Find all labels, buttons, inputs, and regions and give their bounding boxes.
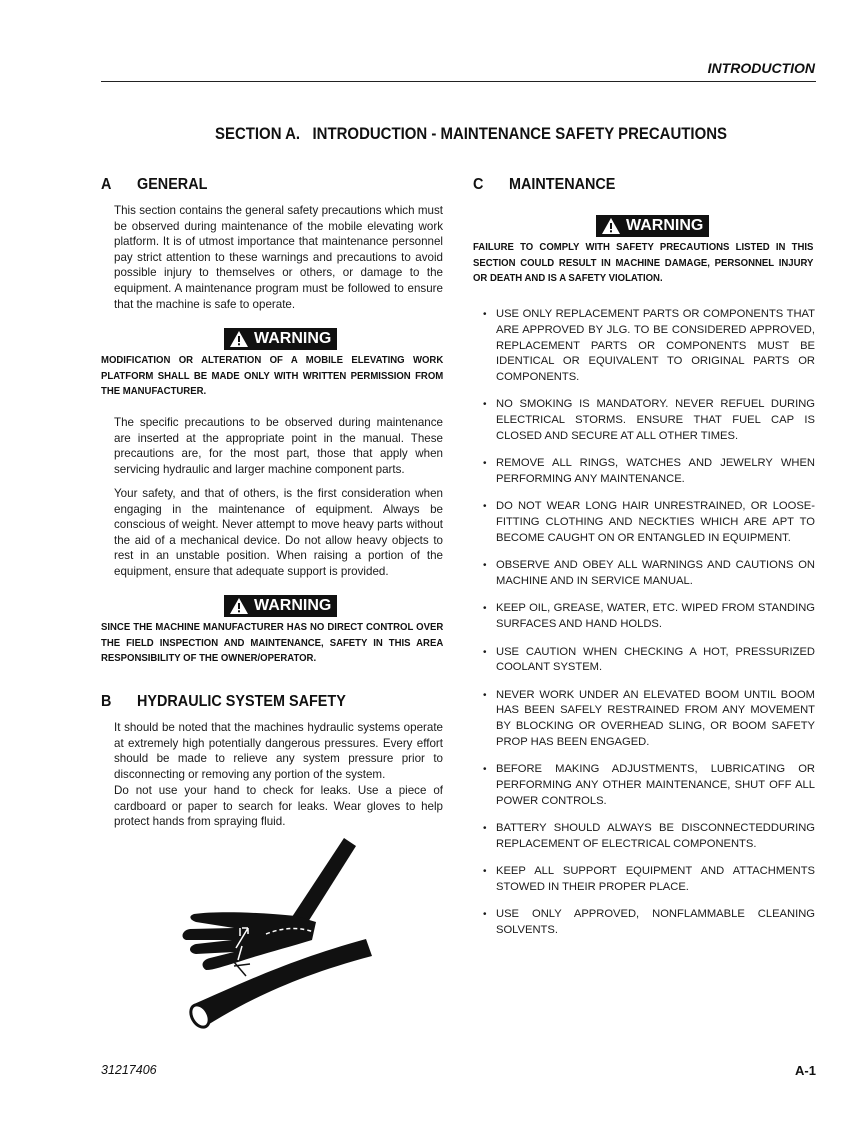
general-paragraph-1: This section contains the general safety precautions which must be observed during maintenance of the mobile elevating work platform. It is of utmost importance that maintenance personnel pay strict attention to these warnings and precautions to avoid possible injury to themselves or others, or damage to the equipment. A maintenance program must be followed to ensure that the machine is safe to operate. <box>114 204 443 311</box>
page-number: A-1 <box>795 1063 816 1078</box>
warning-label: WARNING <box>254 597 332 614</box>
hand-leak-illustration <box>176 836 376 1032</box>
header-rule <box>101 81 816 82</box>
warning-badge-3 <box>596 215 709 237</box>
hydraulic-paragraph-2: Do not use your hand to check for leaks. Use a piece of cardboard or paper to search for leaks. Wear gloves to help protect hands from spraying fluid. <box>114 784 443 829</box>
list-item: • BEFORE MAKING ADJUSTMENTS, LUBRICATING OR PERFORMING ANY OTHER MAINTENANCE, SHUT OFF ALL POWER CONTROLS. <box>474 762 815 809</box>
heading-letter: C <box>473 176 484 193</box>
document-number: 31217406 <box>101 1063 157 1077</box>
warning-label: WARNING <box>626 217 704 234</box>
general-paragraph-3: Your safety, and that of others, is the first consideration when engaging in the maintenance of equipment. Always be conscious of weight. Never attempt to move heavy parts without the aid of a mechanical device. Do not allow heavy objects to rest in an unstable position. When raising a portion of the equipment, ensure that adequate support is provided. <box>114 487 443 578</box>
heading-letter: A <box>101 176 112 193</box>
maintenance-list <box>474 307 815 951</box>
list-item: • NEVER WORK UNDER AN ELEVATED BOOM UNTIL BOOM HAS BEEN SAFELY RESTRAINED FROM ANY MOVEMENT BY BLOCKING OR OVERHEAD SLING, OR BOOM SAFETY PROP HAS BEEN ENGAGED. <box>474 688 815 751</box>
heading-letter: B <box>101 693 112 710</box>
heading-maintenance <box>473 176 615 194</box>
list-item: • USE ONLY REPLACEMENT PARTS OR COMPONENTS THAT ARE APPROVED BY JLG. TO BE CONSIDERED APPROVED, REPLACEMENT PARTS OR COMPONENTS MUST BE IDENTICAL OR EQUIVALENT TO ORIGINAL PARTS OR COMPONENTS. <box>474 307 815 386</box>
heading-text: MAINTENANCE <box>509 176 616 193</box>
warning-text-2: SINCE THE MACHINE MANUFACTURER HAS NO DIRECT CONTROL OVER THE FIELD INSPECTION AND MAINTENANCE, SAFETY IN THIS AREA RESPONSIBILITY OF THE OWNER/OPERATOR. <box>101 622 444 664</box>
list-item: • DO NOT WEAR LONG HAIR UNRESTRAINED, OR LOOSE-FITTING CLOTHING AND NECKTIES WHICH ARE APT TO BECOME CAUGHT ON OR ENTANGLED IN EQUIPMENT. <box>474 499 815 546</box>
hydraulic-paragraph-1: It should be noted that the machines hydraulic systems operate at extremely high potentially dangerous pressures. Every effort should be made to relieve any system pressure prior to disconnecting or removing any portion of the system. <box>114 721 443 781</box>
list-item: • OBSERVE AND OBEY ALL WARNINGS AND CAUTIONS ON MACHINE AND IN SERVICE MANUAL. <box>474 558 815 590</box>
heading-hydraulic <box>101 693 346 711</box>
warning-triangle-icon <box>230 598 248 614</box>
list-item: • REMOVE ALL RINGS, WATCHES AND JEWELRY WHEN PERFORMING ANY MAINTENANCE. <box>474 456 815 488</box>
heading-text: GENERAL <box>137 176 208 193</box>
list-item: • USE ONLY APPROVED, NONFLAMMABLE CLEANING SOLVENTS. <box>474 907 815 939</box>
heading-general <box>101 176 207 194</box>
heading-text: HYDRAULIC SYSTEM SAFETY <box>137 693 346 710</box>
warning-badge-1 <box>224 328 337 350</box>
running-header-title: INTRODUCTION <box>707 60 815 76</box>
warning-label: WARNING <box>254 330 332 347</box>
warning-triangle-icon <box>602 218 620 234</box>
warning-text-1: MODIFICATION OR ALTERATION OF A MOBILE ELEVATING WORK PLATFORM SHALL BE MADE ONLY WITH WRITTEN PERMISSION FROM THE MANUFACTURER. <box>101 355 444 397</box>
section-title: SECTION A. INTRODUCTION - MAINTENANCE SAFETY PRECAUTIONS <box>215 124 727 143</box>
warning-badge-2 <box>224 595 337 617</box>
warning-text-3: FAILURE TO COMPLY WITH SAFETY PRECAUTIONS LISTED IN THIS SECTION COULD RESULT IN MACHINE DAMAGE, PERSONNEL INJURY OR DEATH AND IS A SAFETY VIOLATION. <box>473 242 814 284</box>
list-item: • NO SMOKING IS MANDATORY. NEVER REFUEL DURING ELECTRICAL STORMS. ENSURE THAT FUEL CAP IS CLOSED AND SECURE AT ALL OTHER TIMES. <box>474 397 815 444</box>
general-paragraph-2: The specific precautions to be observed during maintenance are inserted at the appropriate point in the manual. These precautions are, for the most part, those that apply when servicing hydraulic and larger machine component parts. <box>114 416 443 476</box>
list-item: • KEEP OIL, GREASE, WATER, ETC. WIPED FROM STANDING SURFACES AND HAND HOLDS. <box>474 601 815 633</box>
list-item: • BATTERY SHOULD ALWAYS BE DISCONNECTEDDURING REPLACEMENT OF ELECTRICAL COMPONENTS. <box>474 821 815 853</box>
list-item: • KEEP ALL SUPPORT EQUIPMENT AND ATTACHMENTS STOWED IN THEIR PROPER PLACE. <box>474 864 815 896</box>
warning-triangle-icon <box>230 331 248 347</box>
list-item: • USE CAUTION WHEN CHECKING A HOT, PRESSURIZED COOLANT SYSTEM. <box>474 645 815 677</box>
